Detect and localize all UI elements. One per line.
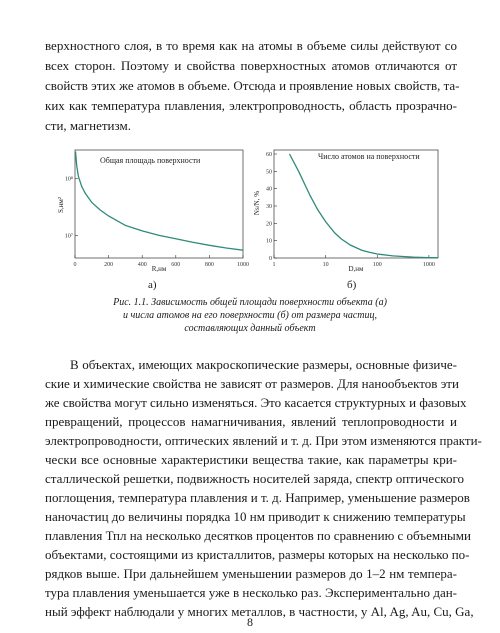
text-line: свойств этих же атомов в объеме. Отсюда и проявление новых свойств, та-	[45, 78, 460, 93]
text-line: всех сторон. Поэтому и свойства поверхностных атомов отличаются от	[45, 58, 457, 73]
text-line: сти, магнетизм.	[45, 118, 131, 133]
text-line: плавления Тпл на несколько десятков процентов по сравнению с объемными	[45, 528, 471, 543]
text-line: тура плавления уменьшается уже в несколько раз. Экспериментально дан-	[45, 585, 457, 600]
surface-area-chart	[55, 145, 250, 275]
caption-line: составляющих данный объект	[184, 323, 316, 334]
caption-line: Рис. 1.1. Зависимость общей площади поверхности объекта (а)	[113, 297, 387, 308]
x-axis-label: R,нм	[151, 265, 167, 273]
page-number: 8	[247, 615, 253, 629]
y-tick-label: 60	[266, 152, 272, 158]
y-tick-label: 10⁷	[64, 233, 73, 240]
y-axis-label: S,нм²	[57, 197, 65, 213]
x-tick-label: 100	[372, 262, 382, 268]
x-tick-label: 1000	[237, 262, 249, 268]
x-tick-label: 200	[104, 262, 114, 268]
chart-title: Общая площадь поверхности	[100, 156, 201, 165]
series-line	[76, 152, 244, 251]
x-tick-label: 800	[204, 262, 214, 268]
y-tick-label: 10⁸	[64, 176, 73, 183]
text-line: наночастиц до величины порядка 10 нм приводит к снижению температуры	[45, 509, 466, 524]
y-tick-label: 40	[266, 186, 272, 193]
x-tick-label: 10	[322, 262, 329, 268]
text-line: ские и химические свойства не зависят от размеров. Для нанообъектов эти	[45, 376, 459, 391]
surface-atoms-chart	[250, 145, 445, 275]
panel-label-b: б)	[347, 279, 357, 291]
text-line: превращений, процессов намагничивания, явлений теплопроводности и	[45, 414, 457, 429]
y-tick-label: 10	[266, 238, 272, 245]
y-tick-label: 20	[266, 221, 272, 228]
caption-line: и числа атомов на его поверхности (б) от размера частиц,	[122, 310, 377, 321]
y-axis-label: Ns/N, %	[253, 190, 261, 216]
chart-title: Число атомов на поверхности	[318, 152, 420, 161]
x-tick-label: 400	[137, 262, 147, 268]
text-line: объектами, состоящими из кристаллитов, размеры которых на несколько по-	[45, 547, 470, 562]
text-line: В объектах, имеющих макроскопические размеры, основные физиче-	[70, 357, 457, 372]
text-line: чески все основные характеристики вещества такие, как параметры кри-	[45, 452, 457, 467]
series-line	[290, 154, 439, 258]
x-tick-label: 1	[272, 262, 276, 268]
x-axis-label: D,нм	[348, 265, 364, 273]
text-line: сталлической решетки, подвижность носителей заряда, спектр оптического	[45, 471, 464, 486]
text-line: ких как температура плавления, электропроводность, область прозрачно-	[45, 98, 457, 113]
text-line: поглощения, температура плавления и т. д. Например, уменьшение размеров	[45, 490, 470, 505]
text-line: верхностного слоя, в то время как на атомы в объеме силы действуют со	[45, 38, 457, 53]
y-tick-label: 30	[266, 204, 272, 210]
text-line: же свойства могут сильно изменяться. Это касается структурных и фазовых	[45, 395, 467, 410]
panel-label-a: а)	[148, 279, 157, 291]
text-line: электропроводности, оптических явлений и т. д. При этом изменяются практи-	[45, 433, 482, 448]
plot-frame	[75, 150, 243, 258]
y-tick-label: 50	[266, 169, 272, 176]
text-line: рядков выше. При дальнейшем уменьшении размеров до 1–2 нм темпера-	[45, 566, 457, 581]
x-tick-label: 1000	[422, 262, 435, 268]
plot-frame	[274, 150, 438, 258]
text-line: ный эффект наблюдали у многих металлов, в частности, у Al, Ag, Au, Cu, Ga,	[45, 604, 474, 619]
x-tick-label: 0	[73, 262, 77, 268]
x-tick-label: 600	[171, 262, 181, 268]
y-tick-label: 0	[269, 256, 272, 262]
